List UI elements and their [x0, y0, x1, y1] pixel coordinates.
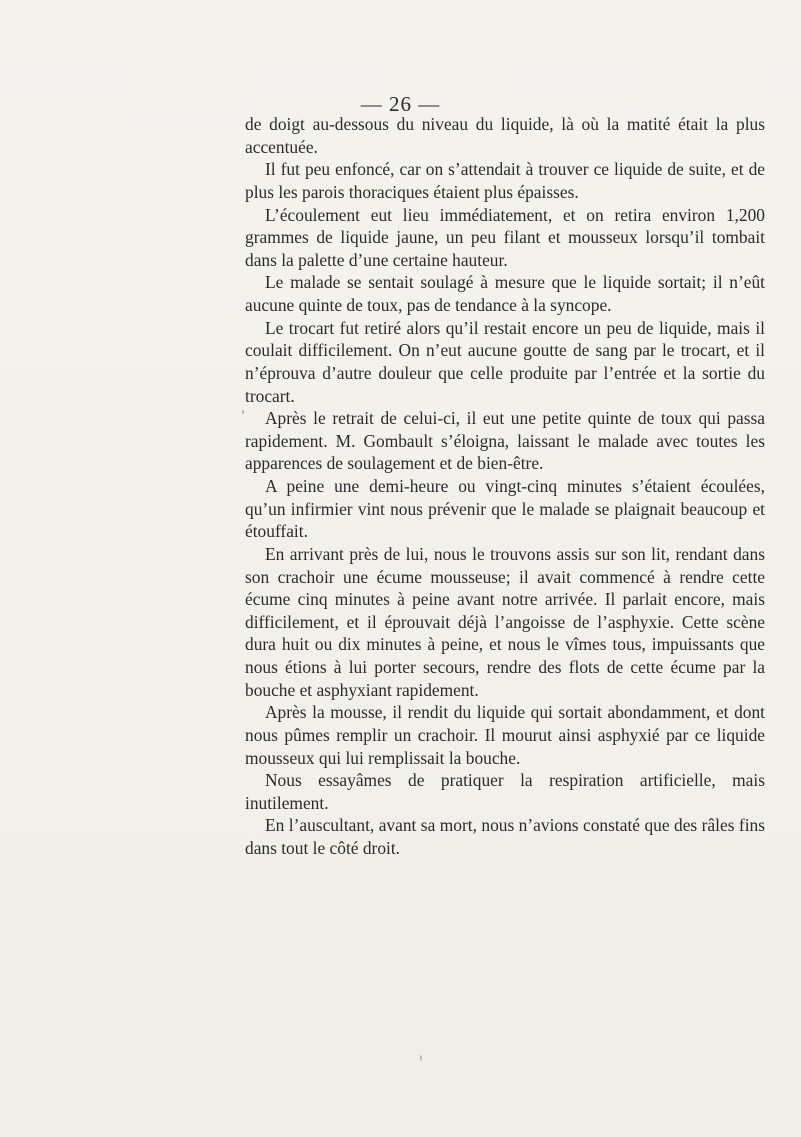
paragraph: En l’auscultant, avant sa mort, nous n’avions constaté que des râles fins dans tout le côté droit. [245, 815, 765, 858]
paragraph: Le malade se sentait soulagé à mesure que le liquide sortait; il n’eût aucune quinte de toux, pas de tendance à la syncope. [245, 272, 765, 315]
paragraph: En arrivant près de lui, nous le trouvons assis sur son lit, rendant dans son crachoir une écume mousseuse; il avait commencé à rendre cette écume cinq minutes à peine avant notre arrivée. Il parlait encore, mais difficilement, et il éprouvait déjà l’angoisse de l’asphyxie. Cette scène dura huit ou dix minutes à peine, et nous le vîmes tous, impuissants que nous étions à lui porter secours, rendre des flots de cette écume par la bouche et asphyxiant rapidement. [245, 543, 765, 700]
paper-speck [242, 410, 244, 414]
paragraph: Après le retrait de celui-ci, il eut une petite quinte de toux qui passa rapidement. M. Gombault s’éloigna, laissant le malade avec toutes les apparences de soulagement et de bien-être. [245, 408, 765, 474]
paper-speck [420, 1055, 422, 1061]
paragraph: Nous essayâmes de pratiquer la respiration artificielle, mais inutilement. [245, 770, 765, 813]
paragraph: Après la mousse, il rendit du liquide qui sortait abondamment, et dont nous pûmes remplir un crachoir. Il mourut ainsi asphyxié par ce liquide mousseux qui lui remplissait la bouche. [245, 702, 765, 768]
paragraph: L’écoulement eut lieu immédiatement, et on retira environ 1,200 grammes de liquide jaune, un peu filant et mousseux lorsqu’il tombait dans la palette d’une certaine hauteur. [245, 204, 765, 270]
body-text [245, 113, 765, 860]
paragraph: de doigt au-dessous du niveau du liquide, là où la matité était la plus accentuée. [245, 114, 765, 157]
paragraph: A peine une demi-heure ou vingt-cinq minutes s’étaient écoulées, qu’un infirmier vint nous prévenir que le malade se plaignait beaucoup et étouffait. [245, 476, 765, 542]
page-number: — 26 — [360, 92, 441, 116]
paragraph: Il fut peu enfoncé, car on s’attendait à trouver ce liquide de suite, et de plus les parois thoraciques étaient plus épaisses. [245, 159, 765, 202]
paragraph: Le trocart fut retiré alors qu’il restait encore un peu de liquide, mais il coulait difficilement. On n’eut aucune goutte de sang par le trocart, et il n’éprouva d’autre douleur que celle produite par l’entrée et la sortie du trocart. [245, 317, 765, 406]
